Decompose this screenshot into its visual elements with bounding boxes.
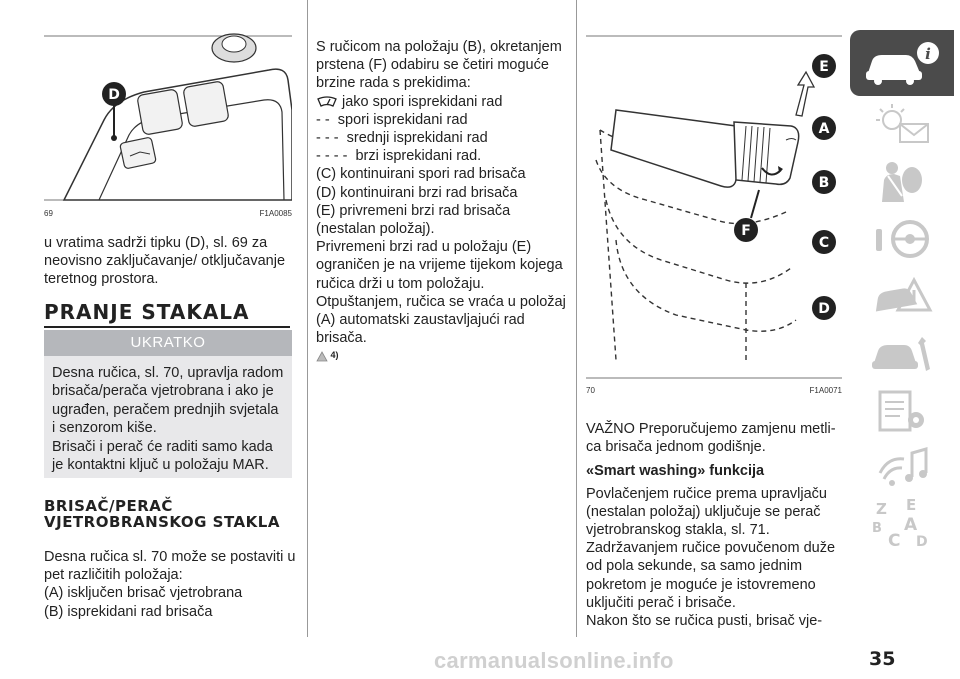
body-paragraph: Povlačenjem ručice prema upravljaču (nestalan položaj) uključuje se perač vjetrobranskog stakla, sl. 71. bbox=[586, 485, 827, 539]
index-icon bbox=[870, 498, 934, 550]
index-letter: A bbox=[904, 514, 918, 535]
index-letter: E bbox=[906, 497, 917, 514]
warning-reference bbox=[316, 349, 571, 361]
index-letter: C bbox=[888, 530, 901, 550]
speed-prefix: - - - bbox=[316, 130, 339, 147]
warning-ref-number: 4) bbox=[330, 350, 339, 361]
key-steering-icon bbox=[870, 215, 934, 263]
speed-line bbox=[316, 93, 571, 111]
chapter-sidebar bbox=[850, 30, 954, 552]
warning-lights-icon bbox=[870, 102, 934, 148]
sidebar-tab-index[interactable] bbox=[850, 495, 954, 552]
summary-box-title: UKRATKO bbox=[44, 330, 292, 356]
callout-d-label: D bbox=[108, 87, 120, 103]
index-letter: B bbox=[872, 520, 882, 536]
sidebar-tab-safety[interactable] bbox=[850, 153, 954, 210]
smart-washing-title: «Smart washing» funkcija bbox=[586, 463, 765, 480]
summary-paragraph: Desna ručica, sl. 70, upravlja radom brisača/perača vjetrobrana i ako je ugrađen, peračem prednjih svjetala i senzorom kiše. bbox=[52, 365, 284, 437]
index-letter: Z bbox=[876, 499, 887, 518]
svg-text:i: i bbox=[925, 45, 931, 63]
airbag-seatbelt-icon bbox=[870, 158, 934, 206]
callout-c-label: C bbox=[818, 235, 830, 251]
body-line: (B) isprekidani rad brisača bbox=[44, 603, 213, 620]
speed-text: brzi isprekidani rad. bbox=[355, 148, 482, 165]
sidebar-tab-maintenance[interactable] bbox=[850, 324, 954, 381]
speed-line bbox=[316, 147, 571, 165]
wiper-stalk-illustration bbox=[586, 30, 842, 380]
important-note: VAŽNO Preporučujemo zamjenu metli-ca brisača jednom godišnje. bbox=[586, 421, 836, 456]
sidebar-tab-starting-driving[interactable] bbox=[850, 210, 954, 267]
index-letter: D bbox=[916, 533, 928, 550]
body-line: (E) privremeni brzi rad brisača (nestalan položaj). bbox=[316, 202, 511, 238]
speed-line bbox=[316, 129, 571, 147]
callout-f-label: F bbox=[741, 223, 751, 239]
car-info-icon bbox=[862, 39, 942, 87]
body-paragraph: S ručicom na položaju (B), okretanjem prstena (F) odabiru se četiri moguće brzine rada s prekidima: bbox=[316, 39, 562, 92]
warning-triangle-icon bbox=[316, 351, 328, 362]
body-paragraph: Desna ručica sl. 70 može se postaviti u pet različitih položaja: bbox=[44, 549, 296, 584]
wiper-icon bbox=[316, 96, 338, 108]
technical-data-icon bbox=[870, 386, 934, 434]
summary-box bbox=[44, 330, 292, 478]
callout-b-label: B bbox=[818, 175, 830, 191]
figure-70-caption bbox=[586, 386, 842, 395]
speed-prefix: - - bbox=[316, 111, 330, 128]
figure-69 bbox=[44, 0, 292, 204]
column-divider bbox=[576, 0, 577, 637]
speed-line bbox=[316, 111, 571, 129]
callout-a-label: A bbox=[818, 121, 830, 137]
body-line: (A) isključen brisač vjetrobrana bbox=[44, 585, 243, 602]
intro-paragraph: u vratima sadrži tipku (D), sl. 69 za neovisno zaključavanje/ otključavanje teretnog prostora. bbox=[44, 235, 286, 288]
callout-d-label: D bbox=[818, 301, 830, 317]
speed-text: spori isprekidani rad bbox=[337, 111, 468, 128]
section-title: PRANJE STAKALA bbox=[44, 300, 290, 328]
body-paragraph: Privremeni brzi rad u položaju (E) ograničen je na vrijeme tijekom kojega ručica drži u tom položaju. bbox=[316, 239, 563, 292]
speed-text: jako spori isprekidani rad bbox=[342, 93, 503, 110]
body-line: (C) kontinuirani spori rad brisača bbox=[316, 166, 526, 183]
speed-prefix: - - - - bbox=[316, 148, 348, 165]
body-paragraph: Nakon što se ručica pusti, brisač vje- bbox=[586, 613, 823, 630]
body-paragraph: Zadržavanjem ručice povučenom duže od pola sekunde, sa samo jednim pokretom je moguće je istovremeno uključiti perač i brisače. bbox=[586, 540, 836, 611]
multimedia-icon bbox=[870, 443, 934, 491]
figure-69-caption bbox=[44, 209, 292, 218]
col1-body bbox=[44, 548, 296, 621]
sidebar-tab-technical-data[interactable] bbox=[850, 381, 954, 438]
sidebar-tab-car-info[interactable] bbox=[850, 30, 954, 96]
callout-e-label: E bbox=[819, 59, 829, 75]
figure-70 bbox=[586, 30, 842, 380]
body-paragraph: Otpuštanjem, ručica se vraća u položaj (A) automatski zaustavljajući rad brisača. bbox=[316, 293, 566, 347]
summary-paragraph: Brisači i perač će raditi samo kada je kontaktni ključ u položaju MAR. bbox=[52, 438, 273, 474]
col3-body bbox=[586, 420, 840, 630]
sidebar-tab-warning-lights[interactable] bbox=[850, 96, 954, 153]
door-switch-illustration bbox=[44, 0, 292, 204]
figure-code: F1A0071 bbox=[809, 386, 842, 395]
column-divider bbox=[307, 0, 308, 637]
figure-number: 70 bbox=[586, 386, 595, 395]
accident-warning-icon bbox=[870, 272, 934, 320]
sidebar-tab-multimedia[interactable] bbox=[850, 438, 954, 495]
page-number: 35 bbox=[869, 648, 896, 670]
car-maintenance-icon bbox=[870, 329, 934, 377]
sidebar-tab-emergency[interactable] bbox=[850, 267, 954, 324]
col2-body bbox=[316, 38, 571, 362]
subsection-title: BRISAČ/PERAČ VJETROBRANSKOG STAKLA bbox=[44, 497, 280, 531]
watermark: carmanualsonline.info bbox=[434, 648, 674, 673]
body-line: (D) kontinuirani brzi rad brisača bbox=[316, 184, 518, 201]
speed-text: srednji isprekidani rad bbox=[346, 130, 488, 147]
figure-code: F1A0085 bbox=[259, 209, 292, 218]
figure-number: 69 bbox=[44, 209, 53, 218]
